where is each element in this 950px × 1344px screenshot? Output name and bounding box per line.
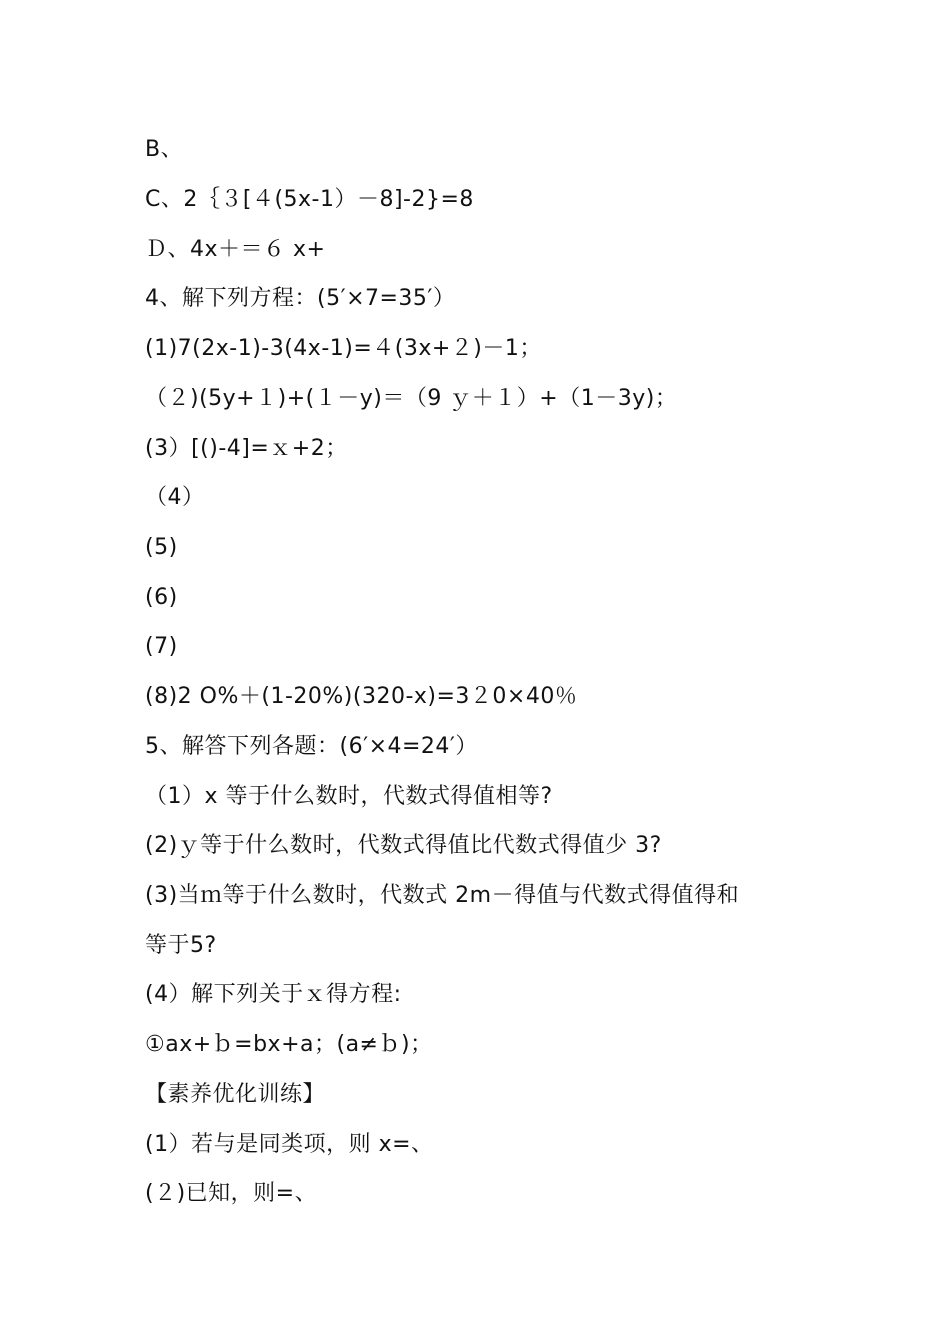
section-5-heading: 5、解答下列各题：(6′×4=24′） (145, 734, 478, 759)
training-section-heading: 【素养优化训练】 (145, 1082, 326, 1107)
equation-5: (5) (145, 535, 178, 560)
question-1: （1）x 等于什么数时，代数式得值相等? (145, 784, 553, 809)
equation-4: （4） (145, 485, 205, 510)
question-4: (4）解下列关于ｘ得方程: (145, 982, 402, 1007)
option-b: B、 (145, 137, 184, 162)
equation-6: (6) (145, 585, 178, 610)
question-3-continued: 等于5? (145, 933, 217, 958)
question-2: (2)ｙ等于什么数时，代数式得值比代数式得值少 3? (145, 833, 662, 858)
question-3: (3)当ｍ等于什么数时，代数式 2m－得值与代数式得值得和 (145, 883, 740, 908)
equation-7: (7) (145, 634, 178, 659)
equation-1: (1)7(2x-1)-3(4x-1)=４(3x+２)－1； (145, 336, 542, 361)
option-c: C、2｛３[４(5x-1）－8]-2}=8 (145, 187, 474, 212)
equation-3: (3）[()-4]=ｘ+2； (145, 436, 348, 461)
option-d: Ｄ、4x＋＝６ x+ (145, 237, 326, 262)
question-4-part-1: ①ax+ｂ=bx+a；(a≠ｂ)； (145, 1032, 433, 1057)
training-question-2: (２)已知，则=、 (145, 1181, 318, 1206)
equation-8: (8)2 O%＋(1-20%)(320-x)=3２0×40％ (145, 684, 578, 709)
equation-2: （２)(5y+１)+(１－y)＝（9 ｙ＋１）+（1－3y)； (145, 386, 678, 411)
section-4-heading: 4、解下列方程：(5′×7=35′） (145, 286, 456, 311)
training-question-1: (1）若与是同类项，则 x=、 (145, 1132, 434, 1157)
